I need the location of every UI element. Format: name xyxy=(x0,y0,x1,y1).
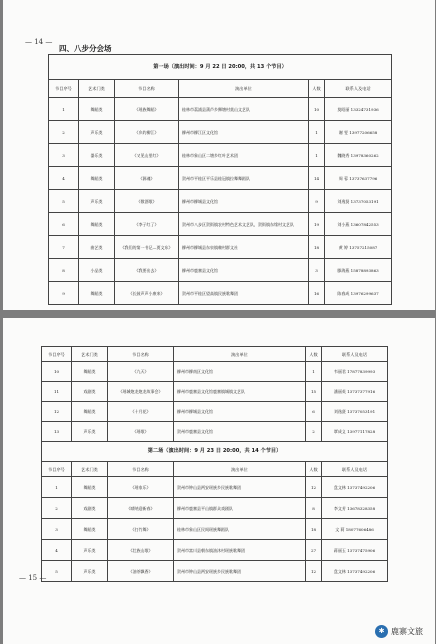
table-cell: 《乡约柳江》 xyxy=(115,121,179,144)
table-cell: 12 xyxy=(42,402,72,422)
watermark xyxy=(375,625,423,638)
table-row xyxy=(49,213,392,236)
table-cell: 李文芳 13678328358 xyxy=(322,498,388,519)
table-cell: 1 xyxy=(306,362,322,382)
table-cell: 刘逸贤 13737053191 xyxy=(325,190,392,213)
table-cell: 柳州市鹿寨县文化馆 xyxy=(179,259,309,282)
table-cell: 10 xyxy=(309,98,325,121)
table-cell: 11 xyxy=(42,382,72,402)
table-cell: 1 xyxy=(42,477,72,498)
table-cell: 7 xyxy=(49,236,79,259)
page-number: — 15 — xyxy=(19,574,47,582)
table-cell: 19 xyxy=(309,213,325,236)
header-cell: 艺术门类 xyxy=(79,80,115,98)
table-cell: 4 xyxy=(49,167,79,190)
table-cell: 贺州市平桂区平乐县桂冠镇拉舞舞蹈队 xyxy=(179,167,309,190)
table-cell: 器乐类 xyxy=(79,144,115,167)
page-15 xyxy=(3,318,435,644)
header-cell: 演出单位 xyxy=(174,462,306,477)
table-row xyxy=(49,167,392,190)
table-row xyxy=(42,540,388,561)
table-cell: 刘小燕 13607842553 xyxy=(325,213,392,236)
table-cell: 贺州市富川县朝东镇油沐村瑶族歌舞团 xyxy=(174,540,306,561)
table-cell: 《瑶族舞蹈》 xyxy=(115,98,179,121)
table-row xyxy=(42,422,388,442)
table-cell: 《敬酒歌》 xyxy=(115,190,179,213)
table-cell: 15 xyxy=(306,382,322,402)
header-cell: 人数 xyxy=(306,462,322,477)
header-cell: 联系人及电话 xyxy=(322,347,388,362)
header-cell: 节目序号 xyxy=(49,80,79,98)
table-cell: 声乐类 xyxy=(72,540,108,561)
table-cell: 2 xyxy=(306,422,322,442)
table-cell: 3 xyxy=(309,259,325,282)
table-cell: 《壮族山歌》 xyxy=(108,540,174,561)
table-cell: 《油茶飘香》 xyxy=(108,561,174,582)
table-cell: 2 xyxy=(42,498,72,519)
table-cell: 6 xyxy=(49,213,79,236)
session-title: 第二场（演出时间：9 月 23 日 20:00，共 14 个节目） xyxy=(42,442,388,462)
header-row xyxy=(42,462,388,477)
wechat-channel-icon: ✱ xyxy=(375,625,388,638)
table-cell: 《李子红了》 xyxy=(115,213,179,236)
table-cell: 贺州市鹿寨县文化馆 xyxy=(174,422,306,442)
section-title: 四、八步分会场 xyxy=(59,44,112,53)
watermark-text: 鹿寨文旅 xyxy=(391,627,423,636)
table-body xyxy=(42,347,388,582)
table-cell: 谢 雯 13977206658 xyxy=(325,121,392,144)
table-cell: 舞蹈类 xyxy=(79,98,115,121)
table-cell: 柳州市柳城县文化馆 xyxy=(174,402,306,422)
table-cell: 贺州市钟山县两安瑶族乡民族歌舞团 xyxy=(174,477,306,498)
session-row xyxy=(49,55,392,80)
table-cell: 舞蹈类 xyxy=(72,477,108,498)
table-cell: 5 xyxy=(42,561,72,582)
table-row xyxy=(42,402,388,422)
header-cell: 演出单位 xyxy=(179,80,309,98)
header-cell: 节目名称 xyxy=(108,347,174,362)
table-cell: 周 蓉 13737637796 xyxy=(325,167,392,190)
table-row xyxy=(49,121,392,144)
table-cell: 柳州市柳城县文化馆 xyxy=(179,190,309,213)
table-row xyxy=(49,282,392,305)
header-cell: 联系人及电话 xyxy=(325,80,392,98)
table-cell: 柳州市鹿寨县文化馆鹿寨镇城镇文艺队 xyxy=(174,382,306,402)
table-cell: 9 xyxy=(309,190,325,213)
table-row xyxy=(42,362,388,382)
table-cell: 舞蹈类 xyxy=(79,282,115,305)
table-cell: 潘丽英 13737377916 xyxy=(322,382,388,402)
table-cell: 3 xyxy=(42,519,72,540)
table-cell: 盘文林 13737492206 xyxy=(322,561,388,582)
table-cell: 8 xyxy=(49,259,79,282)
header-cell: 演出单位 xyxy=(174,347,306,362)
table-cell: 舞蹈类 xyxy=(72,519,108,540)
table-cell: 《我们的第一书记—贾文东》 xyxy=(115,236,179,259)
table-cell: 覃成义 13977117828 xyxy=(322,422,388,442)
page-14 xyxy=(3,0,435,310)
table-cell: 舞蹈类 xyxy=(72,402,108,422)
table-cell: 声乐类 xyxy=(79,190,115,213)
table-cell: 13 xyxy=(42,422,72,442)
session-row xyxy=(42,442,388,462)
table-cell: 柳州市鹿寨县平山镇群众戏剧队 xyxy=(174,498,306,519)
table-cell: 贺州市八步区贺街镇农村特色艺术文艺队，贺街镇东缘村文艺队 xyxy=(179,213,309,236)
table-cell: 12 xyxy=(306,561,322,582)
table-cell: 滕海燕 15878893863 xyxy=(325,259,392,282)
table-cell: 5 xyxy=(49,190,79,213)
table-cell: 桂林市荔浦县蒲芦乡狮塘村莫山文艺队 xyxy=(179,98,309,121)
table-cell: 《唢呐迎新春》 xyxy=(108,498,174,519)
header-cell: 节目名称 xyxy=(115,80,179,98)
table-cell: 柳州市柳南区文化馆 xyxy=(174,362,306,382)
table-cell: 1 xyxy=(309,144,325,167)
table-cell: 桂林市象山区二塘乡红叶艺术团 xyxy=(179,144,309,167)
table-cell: 6 xyxy=(306,402,322,422)
table-cell: 盘文林 13737492206 xyxy=(322,477,388,498)
header-cell: 节目序号 xyxy=(42,347,72,362)
table-row xyxy=(49,190,392,213)
table-cell: 《九天》 xyxy=(108,362,174,382)
table-cell: 声乐类 xyxy=(72,422,108,442)
program-table-2 xyxy=(41,346,388,582)
table-cell: 《我要出去》 xyxy=(115,259,179,282)
table-row xyxy=(49,259,392,282)
header-cell: 人数 xyxy=(309,80,325,98)
table-cell: 18 xyxy=(309,236,325,259)
table-cell: 2 xyxy=(49,121,79,144)
table-cell: 贺州市钟山县两安瑶族乡民族歌舞团 xyxy=(174,561,306,582)
header-cell: 艺术门类 xyxy=(72,462,108,477)
table-cell: 4 xyxy=(42,540,72,561)
table-cell: 9 xyxy=(49,282,79,305)
table-cell: 曲艺类 xyxy=(79,236,115,259)
table-cell: 文 莉 18077606486 xyxy=(322,519,388,540)
table-row xyxy=(49,144,392,167)
table-cell: 桂林市象山区民间瑶族舞蹈队 xyxy=(174,519,306,540)
table-cell: 陈春成 13976299637 xyxy=(325,282,392,305)
table-cell: 戏剧类 xyxy=(72,382,108,402)
table-cell: 《又见山里红》 xyxy=(115,144,179,167)
header-cell: 节目序号 xyxy=(42,462,72,477)
table-cell: 柳州市柳江区文化馆 xyxy=(179,121,309,144)
header-cell: 艺术门类 xyxy=(72,347,108,362)
header-row xyxy=(49,80,392,98)
table-row xyxy=(42,561,388,582)
table-cell: 10 xyxy=(42,362,72,382)
table-body xyxy=(49,55,392,305)
program-table-1 xyxy=(48,54,392,305)
page-number: — 14 — xyxy=(25,38,53,46)
table-cell: 《瑶家乐》 xyxy=(108,477,174,498)
header-cell: 节目名称 xyxy=(108,462,174,477)
table-row xyxy=(49,236,392,259)
table-cell: 1 xyxy=(49,98,79,121)
table-row xyxy=(42,498,388,519)
table-cell: 魏晓秀 13978360262 xyxy=(325,144,392,167)
table-cell: 《打竹舞》 xyxy=(108,519,174,540)
table-cell: 小品类 xyxy=(79,259,115,282)
table-cell: 柳州市柳城县东泉镇赖村群文社 xyxy=(179,236,309,259)
table-cell: 蒋丽玉 13737475906 xyxy=(322,540,388,561)
table-row xyxy=(42,519,388,540)
table-cell: 黄 婷 13757215087 xyxy=(325,236,392,259)
table-cell: 3 xyxy=(49,144,79,167)
table-cell: 舞蹈类 xyxy=(79,167,115,190)
table-cell: 8 xyxy=(306,498,322,519)
table-row xyxy=(49,98,392,121)
table-cell: 韦丽君 17877839993 xyxy=(322,362,388,382)
table-cell: 《源魂》 xyxy=(115,167,179,190)
table-cell: 1 xyxy=(309,121,325,144)
table-cell: 贺州市平桂区望高镇民族歌舞团 xyxy=(179,282,309,305)
table-cell: 18 xyxy=(306,519,322,540)
header-cell: 人数 xyxy=(306,347,322,362)
table-cell: 舞蹈类 xyxy=(79,213,115,236)
table-cell: 14 xyxy=(309,167,325,190)
table-cell: 《十月花》 xyxy=(108,402,174,422)
table-cell: 12 xyxy=(306,477,322,498)
table-cell: 《瑶城炮龙炮龙故事会》 xyxy=(108,382,174,402)
table-cell: 声乐类 xyxy=(72,561,108,582)
table-row xyxy=(42,382,388,402)
table-cell: 《瑶歌》 xyxy=(108,422,174,442)
header-row xyxy=(42,347,388,362)
table-cell: 16 xyxy=(309,282,325,305)
session-title: 第一场（演出时间：9 月 22 日 20:00，共 13 个节目） xyxy=(49,55,392,80)
table-cell: 舞蹈类 xyxy=(72,362,108,382)
table-cell: 《长鼓声声小康来》 xyxy=(115,282,179,305)
table-row xyxy=(42,477,388,498)
table-cell: 莫昭丽 13324731936 xyxy=(325,98,392,121)
header-cell: 联系人及电话 xyxy=(322,462,388,477)
table-cell: 27 xyxy=(306,540,322,561)
table-cell: 戏剧类 xyxy=(72,498,108,519)
table-cell: 刘逸贤 13737053191 xyxy=(322,402,388,422)
table-cell: 声乐类 xyxy=(79,121,115,144)
